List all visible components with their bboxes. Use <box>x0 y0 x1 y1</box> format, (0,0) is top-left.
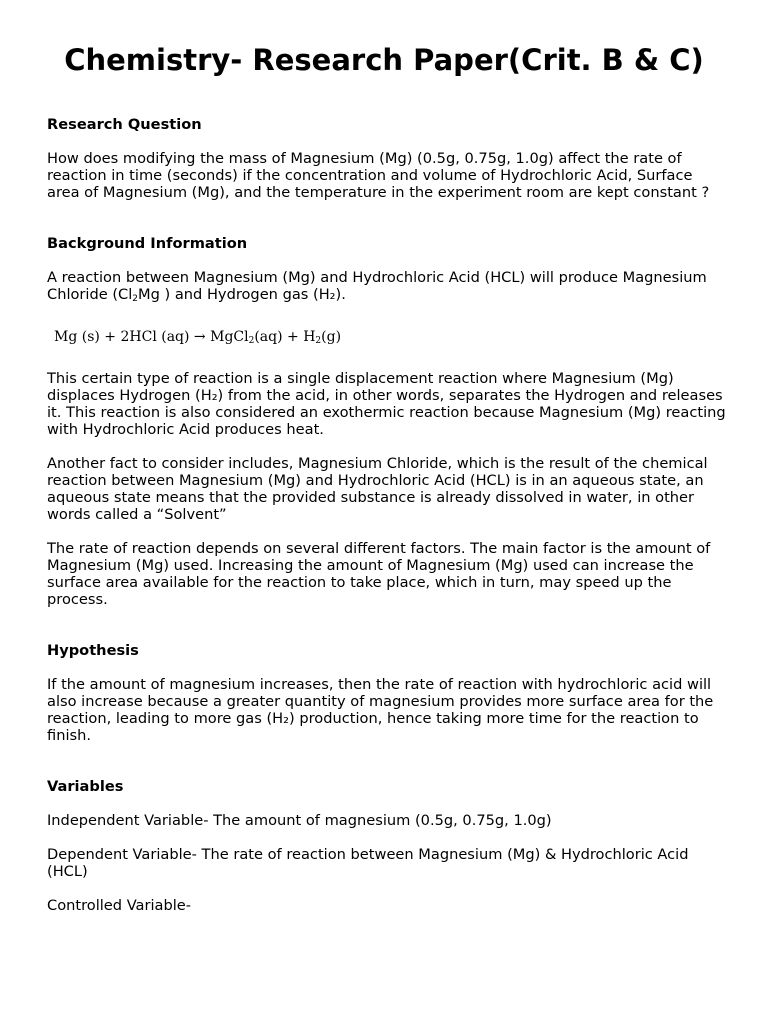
research-question-heading: Research Question <box>47 116 202 133</box>
page-title: Chemistry- Research Paper(Crit. B & C) <box>64 43 704 77</box>
controlled-variable: Controlled Variable- <box>47 897 192 914</box>
background-intro <box>47 269 727 308</box>
equation-subscript-1: 2 <box>248 336 255 346</box>
background-paragraph-3: Another fact to consider includes, Magnesium Chloride, which is the result of the chemical reaction between Magnesium (Mg) and Hydrochloric Acid (HCL) is in an aqueous state, an aqueous state means that the provided substance is already dissolved in water, in other words called a “Solvent” <box>47 455 708 523</box>
independent-variable: Independent Variable- The amount of magnesium (0.5g, 0.75g, 1.0g) <box>47 812 552 829</box>
equation-part-3: (g) <box>321 329 342 345</box>
background-paragraph-4: The rate of reaction depends on several different factors. The main factor is the amount of Magnesium (Mg) used. Increasing the amount of Magnesium (Mg) used can increase the surface area available for the reaction to take place, which in turn, may speed up the process. <box>47 540 711 608</box>
equation-subscript-2: 2 <box>315 336 322 346</box>
equation-part-1: Mg (s) + 2HCl (aq) → MgCl <box>54 329 249 345</box>
chemical-equation <box>47 328 727 350</box>
hypothesis-heading: Hypothesis <box>47 642 139 659</box>
background-heading: Background Information <box>47 235 248 252</box>
background-intro-subscript: 2 <box>132 294 139 304</box>
background-paragraph-2: This certain type of reaction is a single displacement reaction where Magnesium (Mg) displaces Hydrogen (H₂) from the acid, in other words, separates the Hydrogen and releases it. This reaction is also considered an exothermic reaction because Magnesium (Mg) reacting with Hydrochloric Acid produces heat. <box>47 370 726 438</box>
equation-part-2: (aq) + H <box>254 329 316 345</box>
document-body <box>47 116 727 914</box>
dependent-variable: Dependent Variable- The rate of reaction between Magnesium (Mg) & Hydrochloric Acid (HCL) <box>47 846 689 880</box>
background-intro-end: Mg ) and Hydrogen gas (H₂). <box>138 286 346 303</box>
hypothesis-text: If the amount of magnesium increases, then the rate of reaction with hydrochloric acid will also increase because a greater quantity of magnesium provides more surface area for the reaction, leading to more gas (H₂) production, hence taking more time for the reaction to finish. <box>47 676 714 744</box>
research-question-text: How does modifying the mass of Magnesium (Mg) (0.5g, 0.75g, 1.0g) affect the rate of reaction in time (seconds) if the concentration and volume of Hydrochloric Acid, Surface area of Magnesium (Mg), and the temperature in the experiment room are kept constant ? <box>47 150 710 201</box>
background-intro-start: A reaction between Magnesium (Mg) and Hydrochloric Acid (HCL) will produce Magnesium Chloride (Cl <box>47 269 707 303</box>
variables-heading: Variables <box>47 778 124 795</box>
